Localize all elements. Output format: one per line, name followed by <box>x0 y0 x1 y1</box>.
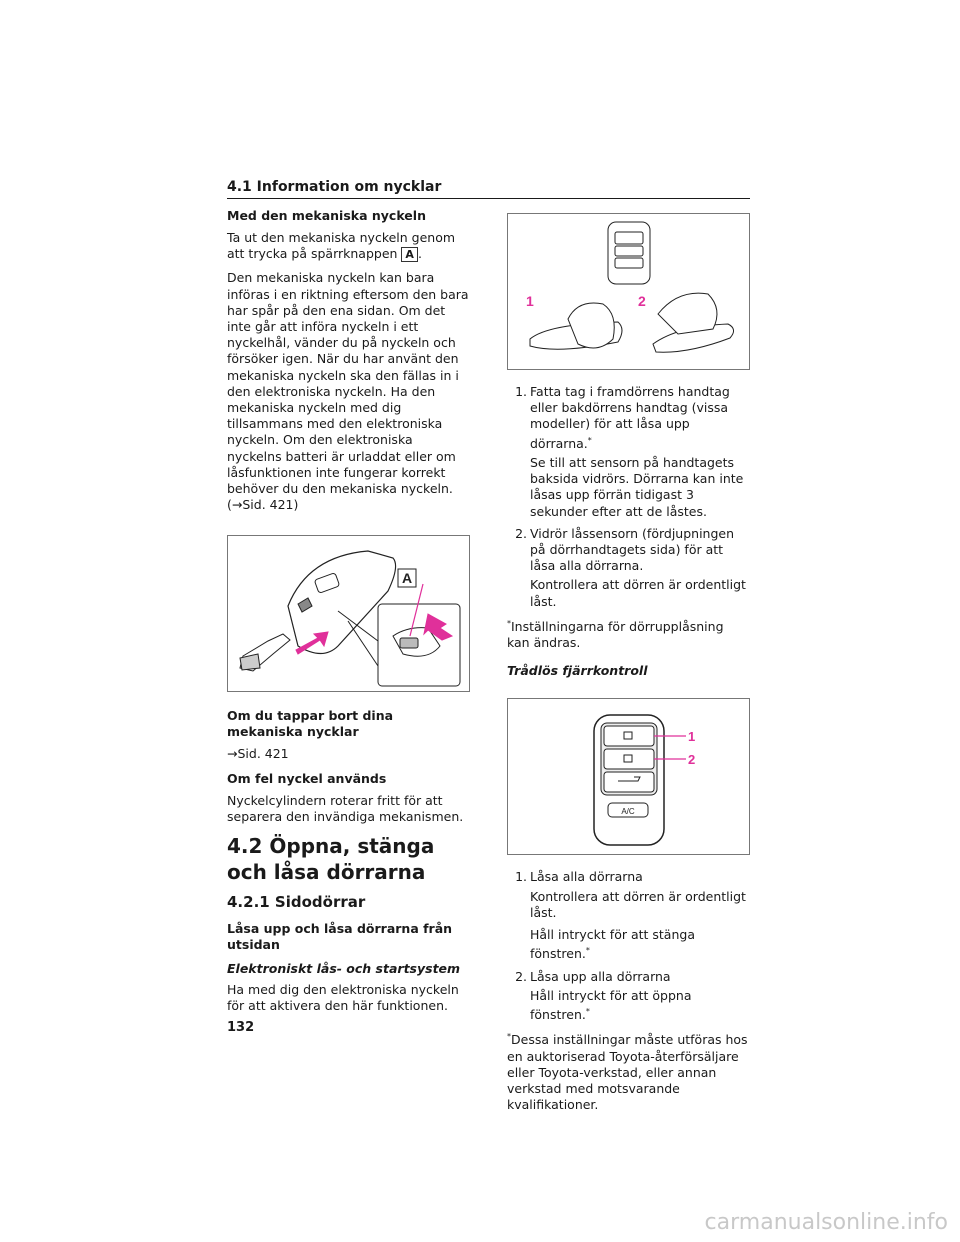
list-text: Låsa alla dörrarna <box>530 869 643 885</box>
door-handle-illustration <box>508 214 749 369</box>
list-subtext: Se till att sensorn på handtagets baksida vidrörs. Dörrarna kan inte låsas upp förrän tidigast 3 sekunder efter att de låstes. <box>530 454 744 519</box>
list-item <box>507 526 750 575</box>
heading-lock-outside: Låsa upp och låsa dörrarna från utsidan <box>227 921 453 953</box>
chapter-heading: 4.2 Öppna, stänga och låsa dörrarna <box>227 834 435 885</box>
remote-illustration <box>508 699 749 854</box>
subsection-heading: 4.2.1 Sidodörrar <box>227 893 366 912</box>
key-label-a: A <box>401 247 418 262</box>
unlock-steps-list <box>507 384 750 610</box>
heading-wrong-key: Om fel nyckel används <box>227 770 387 786</box>
watermark: carmanualsonline.info <box>704 1210 948 1235</box>
figure-label-2: 2 <box>638 293 646 309</box>
paragraph-mechanical-key: Den mekaniska nyckeln kan bara införas i en riktning eftersom den bara har spår på den ena sidan. Om det inte går att införa nyckeln i ett nyckelhål, vänder du på nyckeln och försöker igen. När du har använt den mekaniska nyckeln ska den fällas in i den elektroniska nyckeln. Ha den mekaniska nyckeln med dig tillsammans med den elektroniska nyckeln. Om den elektroniska nyckelns batteri är urladdat eller om låsfunktionen inte fungerar korrekt behöver du den mekaniska nyckeln. (→Sid. 421) <box>227 270 469 513</box>
list-subtext-main: Håll intryckt för att öppna fönstren. <box>530 987 692 1023</box>
remote-label-2: 2 <box>688 752 696 768</box>
heading-mechanical-key: Med den mekaniska nyckeln <box>227 208 426 223</box>
paragraph-electronic-system: Ha med dig den elektroniska nyckeln för att aktivera den här funktionen. <box>227 982 459 1014</box>
footnote-marker: * <box>585 946 590 956</box>
figure-label-1: 1 <box>526 293 534 309</box>
figure-label-a: A <box>401 570 413 587</box>
left-column <box>227 208 470 1022</box>
list-subtext-main: Håll intryckt för att stänga fönstren. <box>530 926 695 962</box>
list-item <box>507 969 750 985</box>
ac-button-label: A/C <box>621 807 635 817</box>
footnote-marker: * <box>507 1032 511 1042</box>
page-number: 132 <box>227 1020 255 1035</box>
paragraph-period: . <box>417 246 422 262</box>
list-text-main: Fatta tag i framdörrens handtag eller bakdörrens handtag (vissa modeller) för att låsa upp dörrarna. <box>530 384 730 451</box>
right-column <box>507 213 750 1121</box>
heading-electronic-system: Elektroniskt lås- och startsystem <box>227 961 461 977</box>
list-number: 1. <box>515 869 527 885</box>
footnote-marker: * <box>587 435 592 445</box>
paragraph-wrong-key: Nyckelcylindern roterar fritt för att separera den invändiga mekanismen. <box>227 792 464 824</box>
list-number: 2. <box>515 968 527 984</box>
heading-remote: Trådlös fjärrkontroll <box>507 663 648 679</box>
remote-label-1: 1 <box>688 729 696 745</box>
list-subtext <box>530 988 750 1024</box>
figure-mechanical-key <box>227 535 470 692</box>
list-number: 1. <box>515 384 527 399</box>
footnote-text: Inställningarna för dörrupplåsning kan ändras. <box>507 618 724 651</box>
list-subtext: Kontrollera att dörren är ordentligt låst. <box>530 888 746 920</box>
footnote-marker: * <box>507 618 511 628</box>
list-text: Vidrör låssensorn (fördjupningen på dörrhandtagets sida) för att låsa alla dörrarna. <box>530 525 735 574</box>
list-text: Låsa upp alla dörrarna <box>530 968 671 984</box>
footnote-dealer <box>507 1029 750 1113</box>
paragraph-remove-key <box>227 230 470 262</box>
paragraph-lost-keys: →Sid. 421 <box>227 746 289 762</box>
remote-steps-list <box>507 869 750 1023</box>
section-header: 4.1 Information om nycklar <box>227 179 750 199</box>
list-item <box>507 384 750 452</box>
heading-lost-keys: Om du tappar bort dina mekaniska nycklar <box>227 708 394 740</box>
paragraph-remove-key-text: Ta ut den mekaniska nyckeln genom att trycka på spärrknappen <box>227 230 456 262</box>
list-text <box>530 384 750 452</box>
figure-remote <box>507 698 750 855</box>
footnote-text: Dessa inställningar måste utföras hos en auktoriserad Toyota-återförsäljare eller Toyota-verkstad, eller annan verkstad med motsvarande kvalifikationer. <box>507 1032 748 1113</box>
list-subtext <box>530 927 750 963</box>
key-fob-illustration <box>228 536 469 691</box>
list-subtext: Kontrollera att dörren är ordentligt låst. <box>530 577 746 609</box>
footnote-marker: * <box>585 1006 590 1016</box>
list-item <box>507 869 750 885</box>
figure-door-handle <box>507 213 750 370</box>
footnote-unlock-settings <box>507 616 750 652</box>
list-number: 2. <box>515 525 527 541</box>
